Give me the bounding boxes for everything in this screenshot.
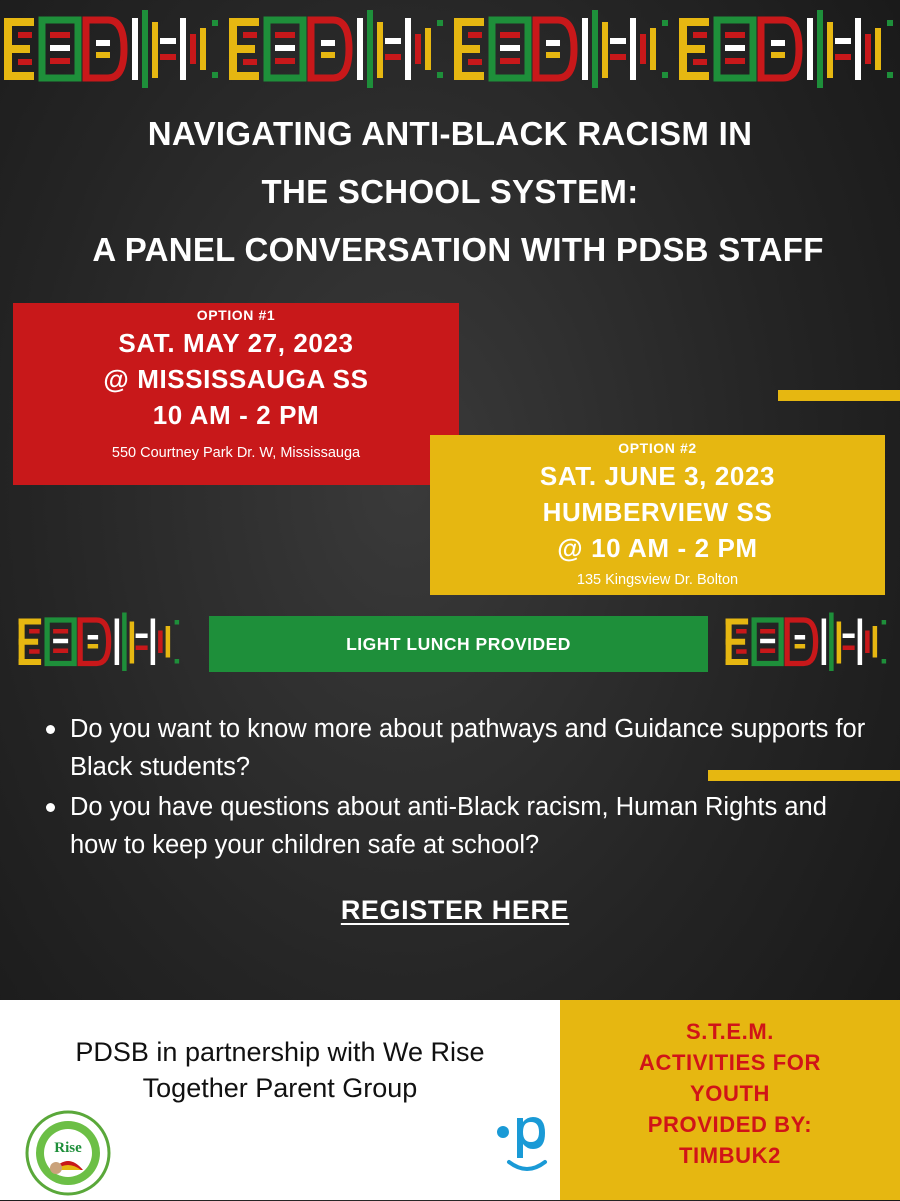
option-1-card bbox=[13, 303, 459, 485]
option-1-address: 550 Courtney Park Dr. W, Mississauga bbox=[111, 445, 361, 461]
partner-p-logo bbox=[495, 1110, 555, 1180]
option-1-time: 10 AM - 2 PM bbox=[152, 400, 320, 430]
stem-line-1: S.T.E.M. bbox=[686, 1019, 774, 1044]
partner-line-1: PDSB in partnership with We Rise bbox=[75, 1037, 485, 1067]
pattern-left bbox=[5, 605, 195, 680]
we-rise-logo bbox=[25, 1110, 111, 1196]
option-1-venue: @ MISSISSAUGA SS bbox=[103, 364, 369, 394]
pattern-right bbox=[722, 605, 892, 680]
we-rise-logo-text: Rise bbox=[54, 1140, 82, 1156]
stem-line-5: TIMBUK2 bbox=[679, 1143, 781, 1168]
bullet-dot bbox=[46, 725, 55, 734]
question-2: Do you have questions about anti-Black racism, Human Rights and how to keep your children safe at school? bbox=[70, 793, 827, 859]
partner-text bbox=[0, 1034, 560, 1106]
stem-text bbox=[560, 1016, 900, 1171]
option-2-date: SAT. JUNE 3, 2023 bbox=[539, 461, 776, 491]
stem-line-4: PROVIDED BY: bbox=[647, 1112, 813, 1137]
option-1-label: OPTION #1 bbox=[196, 307, 276, 323]
option-2-card bbox=[430, 435, 885, 595]
option-2-venue: HUMBERVIEW SS bbox=[542, 497, 773, 527]
question-1: Do you want to know more about pathways and Guidance supports for Black students? bbox=[70, 715, 866, 781]
stem-line-3: YOUTH bbox=[690, 1081, 770, 1106]
option-1-date: SAT. MAY 27, 2023 bbox=[118, 328, 354, 358]
title-line-1: NAVIGATING ANTI-BLACK RACISM IN bbox=[147, 115, 753, 152]
light-lunch-banner: LIGHT LUNCH PROVIDED bbox=[209, 616, 708, 672]
accent-bar-bottom bbox=[708, 770, 900, 781]
bullet-dot bbox=[46, 803, 55, 812]
title-line-3: A PANEL CONVERSATION WITH PDSB STAFF bbox=[92, 231, 824, 268]
option-2-label: OPTION #2 bbox=[618, 440, 697, 456]
stem-line-2: ACTIVITIES FOR bbox=[639, 1050, 821, 1075]
title-line-2: THE SCHOOL SYSTEM: bbox=[261, 173, 639, 210]
top-pattern-border bbox=[0, 0, 900, 100]
partner-line-2: Together Parent Group bbox=[142, 1073, 418, 1103]
register-here-link[interactable]: REGISTER HERE bbox=[340, 895, 570, 925]
option-2-time: @ 10 AM - 2 PM bbox=[557, 533, 758, 563]
option-2-address: 135 Kingsview Dr. Bolton bbox=[576, 572, 739, 588]
question-list bbox=[46, 710, 866, 866]
list-item bbox=[46, 788, 866, 864]
accent-bar-top bbox=[778, 390, 900, 401]
